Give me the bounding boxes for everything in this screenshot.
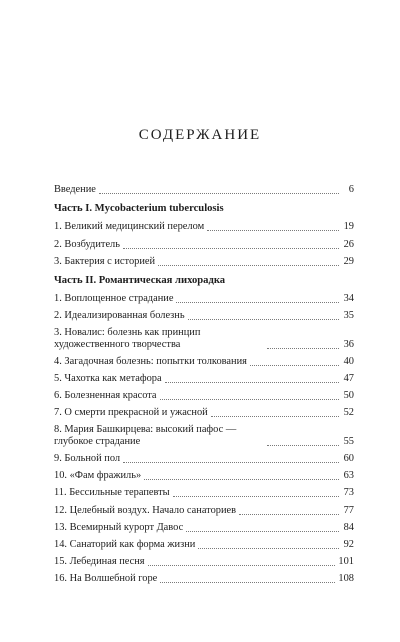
toc-entry-label: 6. Болезненная красота bbox=[54, 390, 157, 402]
toc-entry-label: 9. Больной пол bbox=[54, 453, 121, 465]
toc-entry[interactable] bbox=[54, 501, 354, 518]
toc-entry[interactable] bbox=[54, 370, 354, 387]
leader-dots bbox=[148, 564, 336, 566]
toc-entry[interactable] bbox=[54, 307, 354, 324]
leader-dots bbox=[267, 347, 339, 349]
leader-dots bbox=[207, 229, 339, 231]
toc-entry[interactable] bbox=[54, 253, 354, 270]
toc-entry-label: 3. Новалис: болезнь как принцип художественного творчества bbox=[54, 326, 201, 350]
leader-dots bbox=[267, 444, 339, 446]
leader-dots bbox=[160, 581, 335, 583]
toc-entry-page: 108 bbox=[338, 573, 354, 585]
toc-entry[interactable] bbox=[54, 218, 354, 235]
leader-dots bbox=[186, 530, 339, 532]
toc-entry[interactable] bbox=[54, 387, 354, 404]
toc-entry-page: 47 bbox=[343, 373, 354, 384]
toc-entry-label: 10. «Фам фражиль» bbox=[54, 470, 142, 482]
toc-entry[interactable] bbox=[54, 570, 354, 587]
toc-entry[interactable] bbox=[54, 519, 354, 536]
toc-entry-page: 36 bbox=[343, 338, 354, 350]
leader-dots bbox=[144, 478, 339, 480]
toc-entry-page: 34 bbox=[343, 292, 354, 304]
toc-entry[interactable] bbox=[54, 324, 354, 353]
toc-entry-page: 50 bbox=[343, 390, 354, 402]
toc-entry-page: 19 bbox=[343, 221, 354, 233]
leader-dots bbox=[239, 513, 339, 515]
page-title: СОДЕРЖАНИЕ bbox=[138, 127, 262, 143]
toc-entry-page: 55 bbox=[343, 435, 354, 447]
leader-dots bbox=[123, 247, 339, 249]
toc-entry-page: 84 bbox=[343, 521, 354, 533]
toc-entry[interactable] bbox=[54, 553, 354, 570]
toc-entry-page: 101 bbox=[338, 556, 354, 568]
toc-entry-label: 8. Мария Башкирцева: высокий пафос — глубокое страдание bbox=[54, 423, 237, 447]
toc-entry-label: 2. Возбудитель bbox=[54, 238, 120, 250]
toc-entry-label: Введение bbox=[54, 184, 96, 196]
toc-entry[interactable] bbox=[54, 404, 354, 421]
toc-entry-label: 13. Всемирный курорт Давос bbox=[54, 521, 184, 533]
toc-entry-page: 92 bbox=[343, 539, 354, 550]
toc-entry-page: 77 bbox=[343, 504, 354, 516]
part-heading: Часть II. Романтическая лихорадка bbox=[54, 274, 226, 286]
leader-dots bbox=[211, 415, 339, 417]
part-heading: Часть I. Mycobacterium tuberculosis bbox=[54, 203, 224, 215]
toc-entry-page: 26 bbox=[343, 238, 354, 250]
leader-dots bbox=[176, 301, 339, 303]
toc-entry-label: 15. Лебединая песня bbox=[54, 556, 145, 568]
toc-entry[interactable] bbox=[54, 421, 354, 450]
toc-entry[interactable] bbox=[54, 235, 354, 252]
toc-entry-label: 3. Бактерия с историей bbox=[54, 255, 156, 267]
leader-dots bbox=[165, 381, 339, 383]
toc-entry[interactable] bbox=[54, 450, 354, 467]
toc-entry-label: 5. Чахотка как метафора bbox=[54, 373, 162, 384]
toc-entry-label: 16. На Волшебной горе bbox=[54, 573, 158, 585]
toc-entry-label: 12. Целебный воздух. Начало санаториев bbox=[54, 504, 237, 516]
toc-entry-label: 2. Идеализированная болезнь bbox=[54, 310, 185, 322]
toc-entry-label: 11. Бессильные терапевты bbox=[54, 487, 170, 499]
leader-dots bbox=[173, 495, 339, 497]
toc-entry-label: 7. О смерти прекрасной и ужасной bbox=[54, 407, 208, 419]
toc-entry-page: 35 bbox=[343, 310, 354, 322]
toc-entry-label: 1. Воплощенное страдание bbox=[54, 292, 174, 304]
toc-entry[interactable] bbox=[54, 290, 354, 307]
toc-entry-intro[interactable] bbox=[54, 181, 354, 198]
toc-entry[interactable] bbox=[54, 536, 354, 553]
toc-entry-page: 73 bbox=[343, 487, 354, 499]
leader-dots bbox=[198, 547, 339, 549]
toc-entry-label: 14. Санаторий как форма жизни bbox=[54, 539, 196, 550]
toc-entry-label: 1. Великий медицинский перелом bbox=[54, 221, 205, 233]
leader-dots bbox=[99, 192, 339, 194]
toc-entry[interactable] bbox=[54, 484, 354, 501]
leader-dots bbox=[250, 364, 339, 366]
toc-entry-page: 52 bbox=[343, 407, 354, 419]
table-of-contents bbox=[54, 181, 354, 587]
toc-entry[interactable] bbox=[54, 467, 354, 484]
toc-entry-page: 29 bbox=[343, 255, 354, 267]
toc-entry[interactable] bbox=[54, 353, 354, 370]
leader-dots bbox=[123, 461, 339, 463]
toc-entry-page: 60 bbox=[343, 453, 354, 465]
toc-entry-label: 4. Загадочная болезнь: попытки толкования bbox=[54, 355, 247, 367]
toc-entry-page: 40 bbox=[343, 355, 354, 367]
toc-entry-page: 63 bbox=[343, 470, 354, 482]
leader-dots bbox=[188, 318, 339, 320]
leader-dots bbox=[160, 398, 339, 400]
leader-dots bbox=[158, 264, 339, 266]
toc-entry-page: 6 bbox=[348, 184, 354, 196]
